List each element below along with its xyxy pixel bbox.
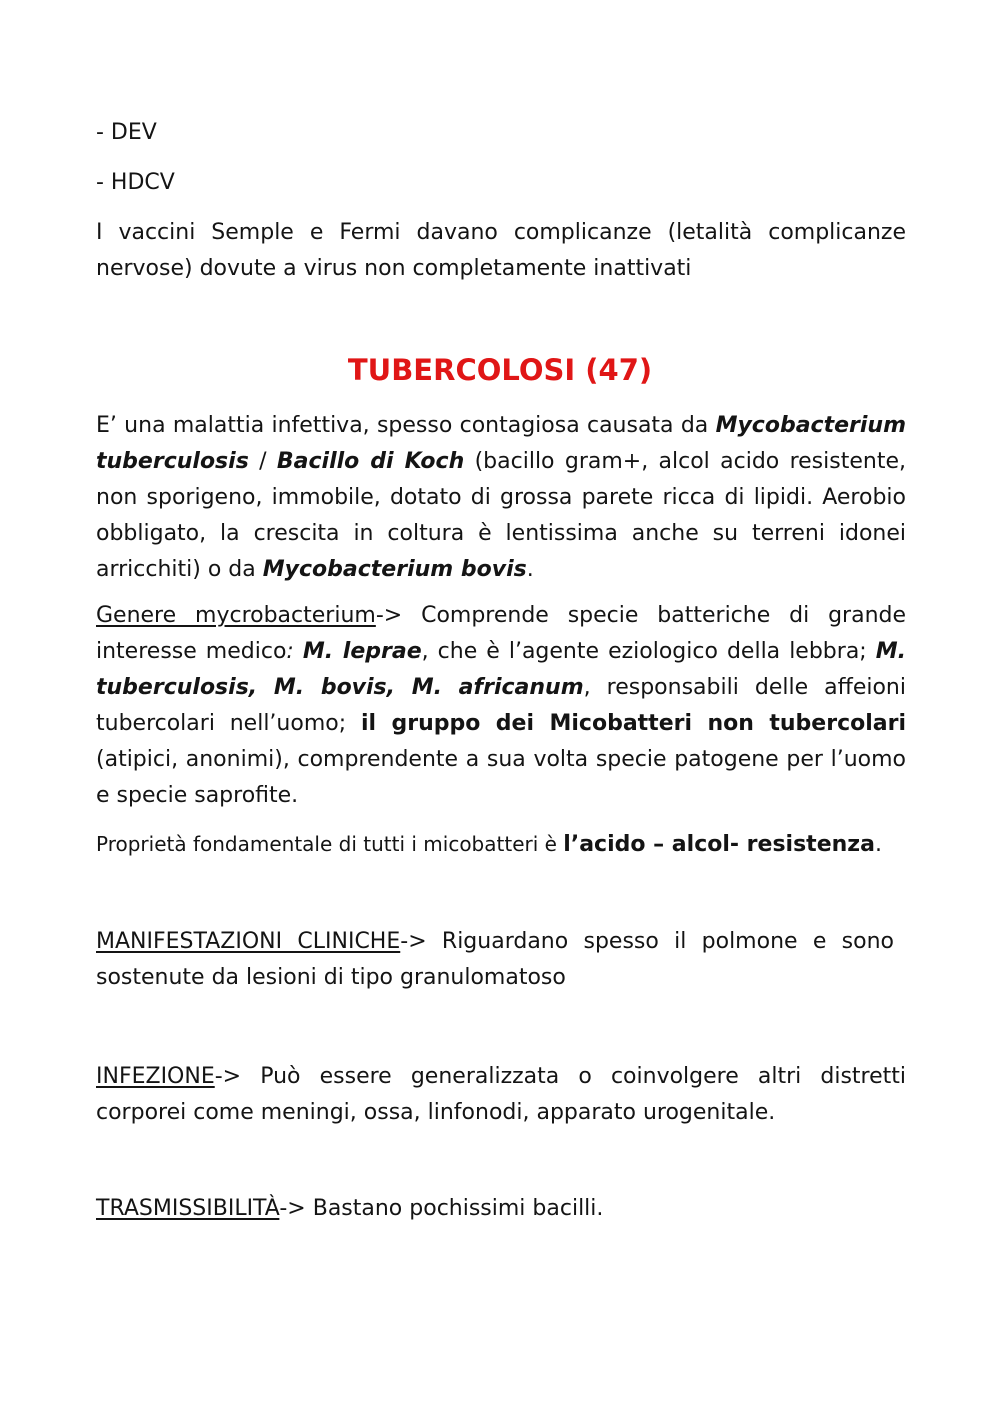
p1-text-4: . <box>526 557 534 582</box>
p2-text-2: , che è l’agente eziologico della lebbra; <box>421 639 876 664</box>
p2-bold-1: M. leprae <box>302 639 422 664</box>
section-title: TUBERCOLOSI (47) <box>347 353 653 387</box>
p6-text-1: -> Bastano pochissimi bacilli. <box>279 1196 604 1221</box>
p5-label: INFEZIONE <box>96 1064 215 1089</box>
paragraph-definition <box>96 408 906 588</box>
list-item-dev: - DEV <box>96 120 157 145</box>
paragraph-infection <box>96 1059 906 1131</box>
p4-text-1: -> Riguardano spesso il polmone e sono sostenute da lesioni di tipo granulomatoso <box>96 929 894 990</box>
p5-text-1: -> Può essere generalizzata o coinvolgere altri distretti corporei come meningi, ossa, linfonodi, apparato urogenitale. <box>96 1064 906 1125</box>
intro-paragraph: I vaccini Semple e Fermi davano complicanze (letalità complicanze nervose) dovute a virus non completamente inattivati <box>96 220 906 281</box>
paragraph-property <box>96 826 906 863</box>
p1-text-1: E’ una malattia infettiva, spesso contagiosa causata da <box>96 413 716 438</box>
paragraph-clinical <box>96 924 894 996</box>
p2-text-4: (atipici, anonimi), comprendente a sua volta specie patogene per l’uomo e specie saprofite. <box>96 747 906 808</box>
p2-text-3: , responsabili delle affeioni tubercolari nell’uomo; <box>96 675 906 736</box>
p1-text-3: (bacillo gram+, alcol acido resistente, non sporigeno, immobile, dotato di grossa parete ricca di lipidi. Aerobio obbligato, la crescita in coltura è lentissima anche su terreni idonei arricchiti) o da <box>96 449 906 582</box>
p1-text-2: / <box>248 449 277 474</box>
p1-bold-1: Mycobacterium tuberculosis <box>96 413 906 474</box>
p2-text-1b: : <box>286 639 303 664</box>
p6-label: TRASMISSIBILITÀ <box>96 1196 280 1221</box>
list-item-hdcv: - HDCV <box>96 170 175 195</box>
p2-text-1: -> Comprende specie batteriche di grande interesse medico <box>96 603 907 664</box>
p4-label: MANIFESTAZIONI CLINICHE <box>96 929 401 954</box>
p3-text-2: . <box>874 832 882 857</box>
p2-bold-2: M. tuberculosis, M. bovis, M. africanum <box>96 639 906 700</box>
p1-bold-2: Bacillo di Koch <box>276 449 465 474</box>
p3-text-1: Proprietà fondamentale di tutti i micobatteri è <box>96 832 564 856</box>
paragraph-transmissibility <box>96 1191 906 1227</box>
p2-label: Genere mycrobacterium <box>96 603 376 628</box>
p1-bold-3: Mycobacterium bovis <box>262 557 527 582</box>
p2-bold-3: il gruppo dei Micobatteri non tubercolari <box>360 711 906 736</box>
paragraph-genus <box>96 598 906 814</box>
p3-bold-1: l’acido – alcol- resistenza <box>563 832 875 857</box>
